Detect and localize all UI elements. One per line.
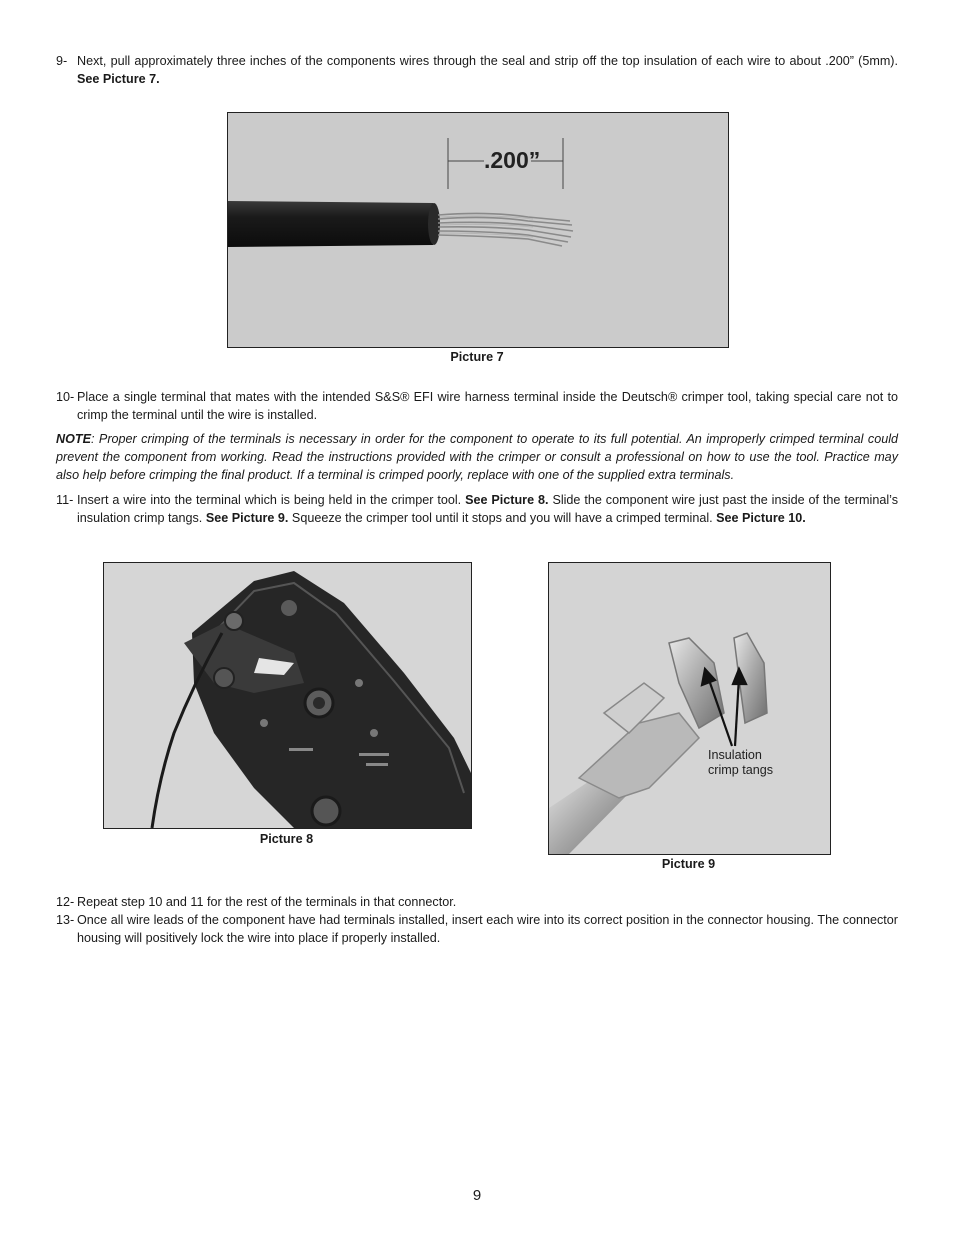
- step-text: Place a single terminal that mates with the intended S&S® EFI wire harness terminal inside the Deutsch® crimper tool, taking special care not to crimp the terminal until the wire is installed.: [77, 390, 898, 422]
- step-number: 13-: [56, 913, 75, 927]
- step-9: [56, 52, 898, 88]
- picture-reference: See Picture 7.: [77, 72, 160, 86]
- step-13: [56, 911, 898, 947]
- step-text: Slide the component wire just past the inside of the terminal’s insulation crimp tangs.: [77, 493, 899, 525]
- page-number: 9: [472, 1187, 482, 1204]
- step-text: Once all wire leads of the component have had terminals installed, insert each wire into its correct position in the connector housing. The connector housing will positively lock the wire into place if properly installed.: [77, 913, 898, 945]
- step-10: [56, 388, 898, 424]
- dimension-label: .200”: [484, 147, 541, 173]
- picture-8-caption: Picture 8: [259, 832, 314, 846]
- picture-reference: See Picture 9.: [205, 511, 289, 525]
- picture-7-caption: Picture 7: [450, 350, 504, 364]
- step-text: Next, pull approximately three inches of the components wires through the seal and strip off the top insulation of each wire to about .200” (5mm).: [77, 54, 898, 68]
- step-12: [56, 893, 898, 911]
- wire-insulation: [228, 201, 437, 247]
- step-number: 9-: [56, 54, 68, 68]
- tangs-annotation: Insulation crimp tangs: [708, 748, 774, 777]
- picture-7-image: [227, 112, 729, 348]
- step-text: Repeat step 10 and 11 for the rest of the terminals in that connector.: [77, 895, 457, 909]
- picture-9-image: [548, 562, 831, 855]
- picture-8-image: [103, 562, 472, 829]
- step-text: Squeeze the crimper tool until it stops and you will have a crimped terminal.: [291, 511, 713, 525]
- note-label: NOTE: [56, 432, 91, 446]
- step-text: Insert a wire into the terminal which is being held in the crimper tool.: [77, 493, 462, 507]
- step-number: 12-: [56, 895, 75, 909]
- step-number: 10-: [56, 390, 75, 404]
- picture-reference: See Picture 8.: [465, 493, 549, 507]
- note: [56, 430, 898, 484]
- note-text: : Proper crimping of the terminals is necessary in order for the component to operate to its full potential. An improperly crimped terminal could prevent the component from working. Read the instructions provided with the crimper or consult a professional on how to use the tool. Practice may also help before crimping the final product. If a terminal is crimped poorly, replace with one of the supplied extra terminals.: [56, 432, 898, 482]
- step-11: [56, 491, 898, 527]
- picture-reference: See Picture 10.: [716, 511, 806, 525]
- picture-9-caption: Picture 9: [661, 857, 716, 871]
- step-number: 11-: [56, 493, 74, 507]
